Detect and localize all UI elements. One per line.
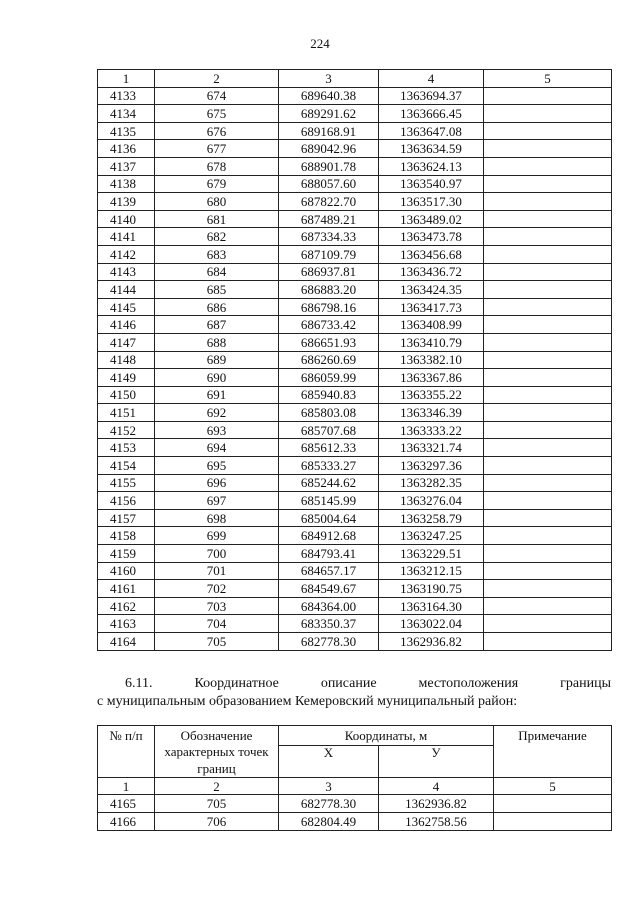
column-number: 3 (279, 70, 379, 88)
table-cell: 685940.83 (279, 386, 379, 404)
table-cell: 677 (155, 140, 279, 158)
table-row (98, 439, 612, 457)
table-row (98, 545, 612, 563)
table-cell: 680 (155, 193, 279, 211)
table-cell: 685 (155, 281, 279, 299)
table-cell: 1362936.82 (379, 633, 484, 651)
table-cell: 1363247.25 (379, 527, 484, 545)
table-row (98, 87, 612, 105)
table-cell: 1363456.68 (379, 245, 484, 263)
table-cell (484, 87, 612, 105)
table-cell: 699 (155, 527, 279, 545)
table-row (98, 193, 612, 211)
table-cell (484, 527, 612, 545)
table-cell: 686651.93 (279, 333, 379, 351)
header-x: X (279, 746, 379, 778)
table-cell: 1363436.72 (379, 263, 484, 281)
table-row (98, 457, 612, 475)
table-cell: 1362936.82 (379, 795, 494, 813)
table-cell: 703 (155, 597, 279, 615)
table-cell (494, 812, 612, 830)
header-coordinates: Координаты, м (279, 726, 494, 746)
table-cell (484, 439, 612, 457)
table-cell: 704 (155, 615, 279, 633)
table-cell: 693 (155, 421, 279, 439)
table-cell (484, 457, 612, 475)
table-cell: 682778.30 (279, 633, 379, 651)
table-cell (484, 509, 612, 527)
table-cell (484, 298, 612, 316)
table-cell (494, 795, 612, 813)
section-word: описание (320, 676, 377, 691)
table-cell: 690 (155, 369, 279, 387)
table-cell: 674 (155, 87, 279, 105)
table-cell: 1363229.51 (379, 545, 484, 563)
column-number: 2 (155, 70, 279, 88)
table-row (98, 795, 612, 813)
table-cell: 4154 (98, 457, 155, 475)
table-cell: 686733.42 (279, 316, 379, 334)
header-note: Примечание (494, 726, 612, 778)
table-cell (484, 210, 612, 228)
table-row (98, 316, 612, 334)
table-cell: 705 (155, 633, 279, 651)
table-cell: 1363647.08 (379, 122, 484, 140)
table-cell: 676 (155, 122, 279, 140)
column-number-row (98, 70, 612, 88)
table-cell: 686059.99 (279, 369, 379, 387)
table-row (98, 210, 612, 228)
table-cell: 4136 (98, 140, 155, 158)
table-cell: 686260.69 (279, 351, 379, 369)
table-cell: 1363355.22 (379, 386, 484, 404)
table-cell: 694 (155, 439, 279, 457)
table-cell: 705 (155, 795, 279, 813)
table-cell: 685244.62 (279, 474, 379, 492)
table-cell: 4156 (98, 492, 155, 510)
table-cell: 685145.99 (279, 492, 379, 510)
table-cell: 1363164.30 (379, 597, 484, 615)
table-row (98, 228, 612, 246)
table-cell: 1363424.35 (379, 281, 484, 299)
table-cell: 1363666.45 (379, 105, 484, 123)
page-number: 224 (310, 36, 330, 51)
table-cell: 4140 (98, 210, 155, 228)
table-cell (484, 492, 612, 510)
table-cell: 4138 (98, 175, 155, 193)
table-cell: 4134 (98, 105, 155, 123)
table-cell: 1363473.78 (379, 228, 484, 246)
table-cell: 682 (155, 228, 279, 246)
table-row (98, 122, 612, 140)
table-row (98, 245, 612, 263)
table-cell: 4162 (98, 597, 155, 615)
table-cell: 675 (155, 105, 279, 123)
table-row (98, 386, 612, 404)
table-cell: 701 (155, 562, 279, 580)
table-cell: 4133 (98, 87, 155, 105)
column-number: 2 (155, 777, 279, 795)
table-cell (484, 105, 612, 123)
table-row (98, 281, 612, 299)
table-cell: 4146 (98, 316, 155, 334)
table-row (98, 597, 612, 615)
table-row (98, 404, 612, 422)
table-cell (484, 386, 612, 404)
table-row (98, 474, 612, 492)
table-cell (484, 369, 612, 387)
table-cell: 688901.78 (279, 157, 379, 175)
table-cell (484, 122, 612, 140)
table-row (98, 105, 612, 123)
table-cell: 681 (155, 210, 279, 228)
table-row (98, 351, 612, 369)
table-cell: 685707.68 (279, 421, 379, 439)
table-cell: 698 (155, 509, 279, 527)
column-number: 4 (379, 777, 494, 795)
table-cell: 687334.33 (279, 228, 379, 246)
table-cell: 1363212.15 (379, 562, 484, 580)
table-cell: 695 (155, 457, 279, 475)
table-cell: 4143 (98, 263, 155, 281)
column-number-row (98, 777, 612, 795)
table-cell: 678 (155, 157, 279, 175)
table-cell: 686798.16 (279, 298, 379, 316)
table-cell (484, 263, 612, 281)
column-number: 1 (98, 70, 155, 88)
table-cell: 688 (155, 333, 279, 351)
header-designation: Обозначение характерных точек границ (155, 726, 279, 778)
table-cell: 689 (155, 351, 279, 369)
table-cell: 4149 (98, 369, 155, 387)
table-cell: 4166 (98, 812, 155, 830)
table-cell (484, 545, 612, 563)
header-number: № п/п (98, 726, 155, 778)
table-cell: 4155 (98, 474, 155, 492)
table-cell: 692 (155, 404, 279, 422)
table-cell: 700 (155, 545, 279, 563)
table-cell: 4142 (98, 245, 155, 263)
table-cell: 4163 (98, 615, 155, 633)
table-row (98, 527, 612, 545)
table-cell: 687109.79 (279, 245, 379, 263)
table-cell (484, 140, 612, 158)
column-number: 5 (494, 777, 612, 795)
column-number: 1 (98, 777, 155, 795)
table-cell: 686937.81 (279, 263, 379, 281)
table-cell: 4161 (98, 580, 155, 598)
table-cell: 684364.00 (279, 597, 379, 615)
table-cell: 1363410.79 (379, 333, 484, 351)
table-cell: 4151 (98, 404, 155, 422)
table-cell: 1362758.56 (379, 812, 494, 830)
table-cell: 1363022.04 (379, 615, 484, 633)
table-row (98, 157, 612, 175)
table-cell: 1363258.79 (379, 509, 484, 527)
table-cell: 691 (155, 386, 279, 404)
table-row (98, 369, 612, 387)
table-row (98, 615, 612, 633)
table-cell: 702 (155, 580, 279, 598)
table-cell: 4145 (98, 298, 155, 316)
table-row (98, 812, 612, 830)
table-cell: 1363321.74 (379, 439, 484, 457)
table-cell: 4152 (98, 421, 155, 439)
table-cell (484, 333, 612, 351)
table-cell: 706 (155, 812, 279, 830)
table-row (98, 175, 612, 193)
table-cell: 684657.17 (279, 562, 379, 580)
table-cell: 689640.38 (279, 87, 379, 105)
table-cell: 696 (155, 474, 279, 492)
table-cell: 697 (155, 492, 279, 510)
table-cell: 682804.49 (279, 812, 379, 830)
table-cell (484, 474, 612, 492)
table-cell: 683 (155, 245, 279, 263)
table-cell: 685004.64 (279, 509, 379, 527)
table-cell: 687822.70 (279, 193, 379, 211)
table-cell (484, 615, 612, 633)
table-cell: 4153 (98, 439, 155, 457)
table-cell: 684912.68 (279, 527, 379, 545)
table-cell: 1363540.97 (379, 175, 484, 193)
table-cell: 683350.37 (279, 615, 379, 633)
table-cell (484, 421, 612, 439)
column-number: 5 (484, 70, 612, 88)
table-cell: 1363276.04 (379, 492, 484, 510)
table-cell: 1363517.30 (379, 193, 484, 211)
table-cell: 4165 (98, 795, 155, 813)
table-cell: 1363408.99 (379, 316, 484, 334)
table-row (98, 140, 612, 158)
table-cell: 4139 (98, 193, 155, 211)
table-cell: 684 (155, 263, 279, 281)
table-cell: 4158 (98, 527, 155, 545)
table-cell (484, 245, 612, 263)
section-heading-line-1 (97, 676, 611, 692)
table-cell: 1363282.35 (379, 474, 484, 492)
coordinates-table (97, 69, 612, 651)
table-cell: 1363190.75 (379, 580, 484, 598)
section-word: границы (560, 676, 611, 691)
table-cell: 679 (155, 175, 279, 193)
table-cell: 689291.62 (279, 105, 379, 123)
table-cell (484, 562, 612, 580)
table-cell: 684793.41 (279, 545, 379, 563)
table-row (98, 633, 612, 651)
table-cell: 686 (155, 298, 279, 316)
table-cell: 1363382.10 (379, 351, 484, 369)
table-cell (484, 281, 612, 299)
table-cell: 689168.91 (279, 122, 379, 140)
table-cell (484, 597, 612, 615)
table-row (98, 263, 612, 281)
table-cell: 688057.60 (279, 175, 379, 193)
table-cell (484, 175, 612, 193)
table-cell: 4157 (98, 509, 155, 527)
table-cell (484, 633, 612, 651)
table-cell (484, 316, 612, 334)
table-row (98, 298, 612, 316)
section-number: 6.11. (125, 676, 153, 691)
table-cell (484, 580, 612, 598)
column-number: 4 (379, 70, 484, 88)
table-cell: 1363624.13 (379, 157, 484, 175)
table-row (98, 562, 612, 580)
table-row (98, 421, 612, 439)
table-cell: 689042.96 (279, 140, 379, 158)
table-cell: 4150 (98, 386, 155, 404)
table-cell: 4160 (98, 562, 155, 580)
table-cell: 1363634.59 (379, 140, 484, 158)
table-cell: 1363333.22 (379, 421, 484, 439)
section-heading-line-2: с муниципальным образованием Кемеровский муниципальный район: (97, 694, 518, 709)
table-cell: 687 (155, 316, 279, 334)
table-cell: 685803.08 (279, 404, 379, 422)
table-cell: 4141 (98, 228, 155, 246)
table-cell: 1363367.86 (379, 369, 484, 387)
table-cell: 4135 (98, 122, 155, 140)
boundary-coordinates-table (97, 725, 612, 831)
table-cell: 686883.20 (279, 281, 379, 299)
table-cell (484, 193, 612, 211)
table-cell: 1363489.02 (379, 210, 484, 228)
table-cell: 1363297.36 (379, 457, 484, 475)
table-cell: 4159 (98, 545, 155, 563)
section-word: местоположения (418, 676, 519, 691)
header-y: У (379, 746, 494, 778)
table-cell: 685612.33 (279, 439, 379, 457)
table-cell: 4147 (98, 333, 155, 351)
table-cell (484, 228, 612, 246)
table-cell: 687489.21 (279, 210, 379, 228)
table-row (98, 509, 612, 527)
table-cell: 4144 (98, 281, 155, 299)
table-cell: 4164 (98, 633, 155, 651)
column-number: 3 (279, 777, 379, 795)
table-cell: 4148 (98, 351, 155, 369)
section-word: Координатное (194, 676, 279, 691)
table-cell: 1363417.73 (379, 298, 484, 316)
header-row (98, 726, 612, 746)
table-cell: 4137 (98, 157, 155, 175)
table-row (98, 580, 612, 598)
table-cell (484, 157, 612, 175)
table-cell (484, 351, 612, 369)
table-cell: 685333.27 (279, 457, 379, 475)
table-cell: 1363694.37 (379, 87, 484, 105)
table-cell: 682778.30 (279, 795, 379, 813)
table-cell: 684549.67 (279, 580, 379, 598)
table-cell (484, 404, 612, 422)
table-row (98, 492, 612, 510)
table-cell: 1363346.39 (379, 404, 484, 422)
table-row (98, 333, 612, 351)
